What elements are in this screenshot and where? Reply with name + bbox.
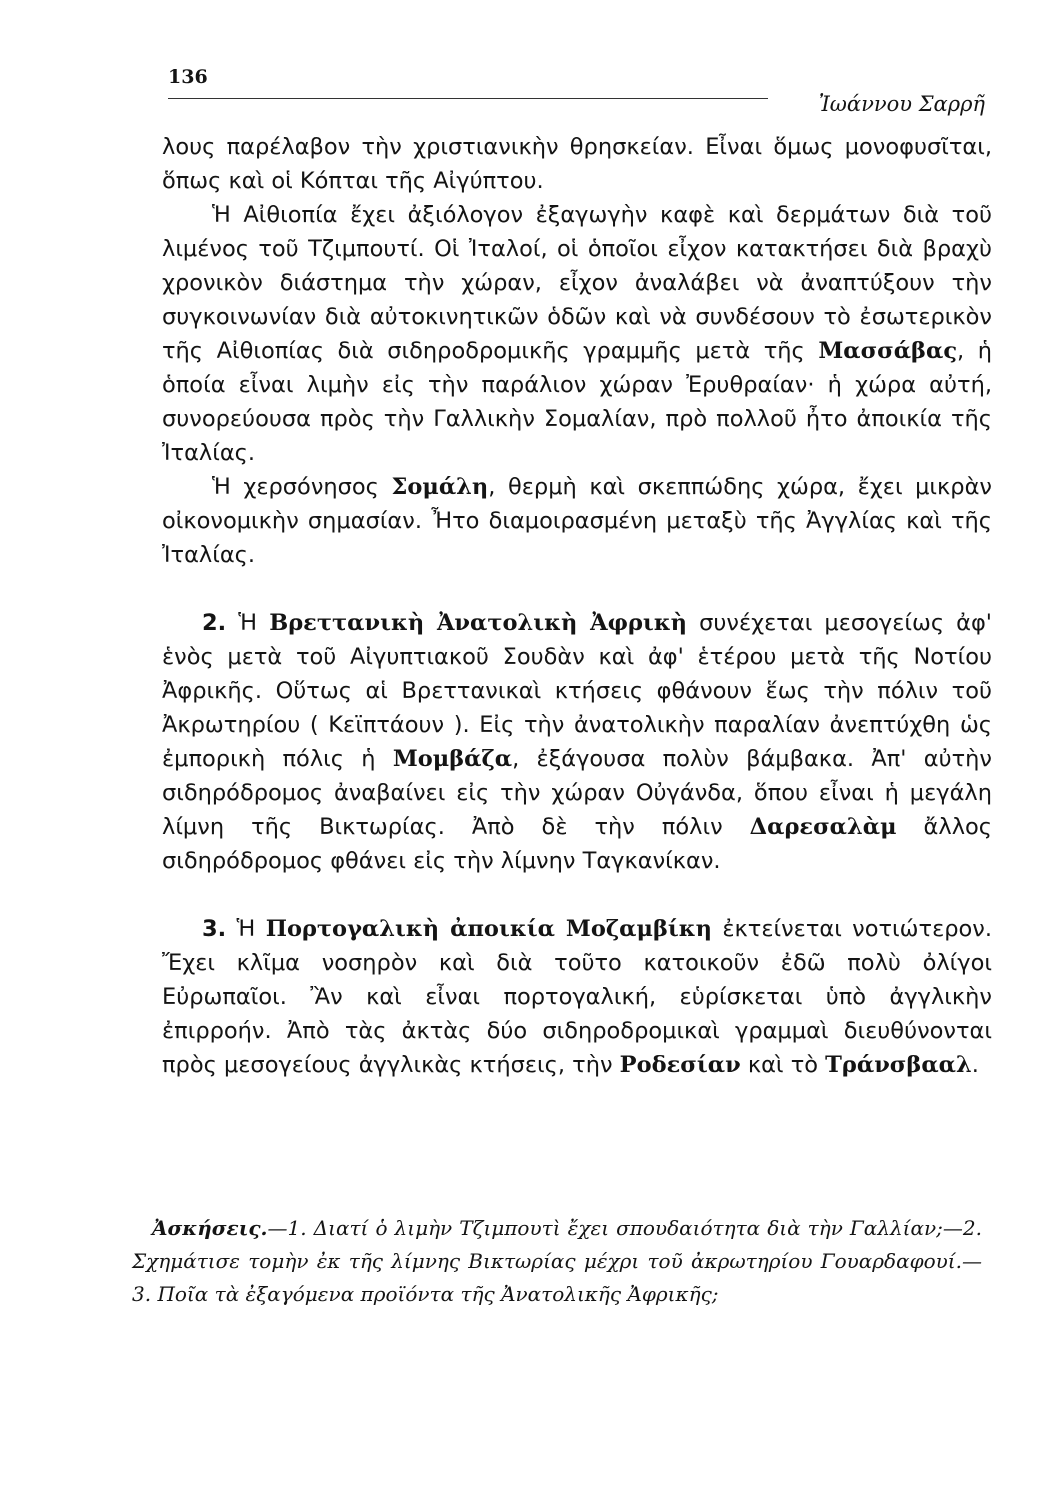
section-2-paragraph xyxy=(162,606,992,878)
place-name: Σομάλη xyxy=(391,474,489,500)
section-heading: Βρεττανικὴ Ἀνατολικὴ Ἀφρικὴ xyxy=(269,610,688,636)
text-run: ἐκτείνεται νοτιώτερον. Ἔχει κλῖμα νοσηρὸν καὶ διὰ τοῦτο κατοικοῦν ἐδῶ πολὺ ὀλίγοι Εὐρωπαῖοι. Ἂν καὶ εἶναι πορτογαλική, εὑρίσκεται ὑπὸ ἀγγλικὴν ἐπιρροήν. Ἀπὸ τὰς ἀκτὰς δύο σιδηροδρομικαὶ γραμμαὶ διευθύνονται πρὸς μεσογείους ἀγγλικὰς κτήσεις, τὴν xyxy=(162,916,992,1078)
place-name: Μομβάζα xyxy=(392,746,513,772)
text-run: συνέχεται μεσογείως ἀφ' ἑνὸς μετὰ τοῦ Αἰγυπτιακοῦ Σουδὰν καὶ ἀφ' ἑτέρου μετὰ τῆς Νοτίου Ἀφρικῆς. Οὕτως αἱ Βρεττανικαὶ κτήσεις φθάνουν ἕως τὴν πόλιν τοῦ Ἀκρωτηρίου ( Κεϊπτάουν ). Εἰς τὴν ἀνατολικὴν παραλίαν ἀνεπτύχθη ὡς ἐμπορικὴ πόλις ἡ xyxy=(162,610,992,772)
place-name: Τράνσβααλ xyxy=(825,1052,972,1078)
text-run: , θερμὴ καὶ σκεππώδης χώρα, ἔχει μικρὰν οἰκονομικὴν σημασίαν. Ἦτο διαμοιρασμένη μεταξὺ τῆς Ἀγγλίας καὶ τῆς Ἰταλίας. xyxy=(162,474,992,568)
body-text xyxy=(162,130,992,1082)
exercises-text: —1. Διατί ὁ λιμὴν Τζιμπουτὶ ἔχει σπουδαιότητα διὰ τὴν Γαλλίαν;—2. Σχημάτισε τομὴν ἐκ τῆς λίμνης Βικτωρίας μέχρι τοῦ ἀκρωτηρίου Γουαρδαφουί.—3. Ποῖα τὰ ἐξαγόμενα προϊόντα τῆς Ἀνατολικῆς Ἀφρικῆς; xyxy=(132,1216,982,1306)
exercises-block xyxy=(132,1212,982,1311)
text-run: ἄλλος σιδηρόδρομος φθάνει εἰς τὴν λίμνην Ταγκανίκαν. xyxy=(162,814,992,874)
section-3-paragraph xyxy=(162,912,992,1082)
text-run: Ἡ Αἰθιοπία ἔχει ἀξιόλογον ἐξαγωγὴν καφὲ καὶ δερμάτων διὰ τοῦ λιμένος τοῦ Τζιμπουτί. Οἱ Ἰταλοί, οἱ ὁποῖοι εἶχον κατακτήσει διὰ βραχὺ χρονικὸν διάστημα τὴν χώραν, εἶχον ἀναλάβει νὰ ἀναπτύξουν τὴν συγκοινωνίαν διὰ αὐτοκινητικῶν ὁδῶν καὶ νὰ συνδέσουν τὸ ἐσωτερικὸν τῆς Αἰθιοπίας διὰ σιδηροδρομικῆς γραμμῆς μετὰ τῆς xyxy=(162,202,992,364)
text-run: καὶ τὸ xyxy=(740,1052,826,1078)
text-run: . xyxy=(971,1052,979,1078)
section-number: 3. xyxy=(202,916,227,942)
header-rule xyxy=(168,98,768,99)
paragraph-somali xyxy=(162,470,992,572)
text-run: , ἡ ὁποία εἶναι λιμὴν εἰς τὴν παράλιον χώραν Ἐρυθραίαν· ἡ χώρα αὐτή, συνορεύουσα πρὸς τὴν Γαλλικὴν Σομαλίαν, πρὸ πολλοῦ ἦτο ἀποικία τῆς Ἰταλίας. xyxy=(162,338,992,466)
text-run: Ἡ χερσόνησος xyxy=(212,474,392,500)
section-heading: Πορτογαλικὴ ἀποικία Μοζαμβίκη xyxy=(265,916,713,942)
text-run: , ἐξάγουσα πολὺν βάμβακα. Ἀπ' αὐτὴν σιδηρόδρομος ἀναβαίνει εἰς τὴν χώραν Οὐγάνδα, ὅπου εἶναι ἡ μεγάλη λίμνη τῆς Βικτωρίας. Ἀπὸ δὲ τὴν πόλιν xyxy=(162,746,992,840)
text-run: Ἡ xyxy=(226,610,270,636)
section-number: 2. xyxy=(202,610,227,636)
page-number: 136 xyxy=(168,66,208,88)
text-run: Ἡ xyxy=(226,916,266,942)
place-name: Μασσάβας xyxy=(818,338,958,364)
place-name: Δαρεσαλὰμ xyxy=(749,814,897,840)
exercises-title: Ἀσκήσεις. xyxy=(152,1216,268,1240)
paragraph-1: λους παρέλαβον τὴν χριστιανικὴν θρησκείαν. Εἶναι ὅμως μονοφυσῖται, ὅπως καὶ οἱ Κόπται τῆς Αἰγύπτου. xyxy=(162,134,992,194)
paragraph-ethiopia xyxy=(162,198,992,470)
place-name: Ροδεσίαν xyxy=(619,1052,741,1078)
running-title: Ἰωάννου Σαρρῆ xyxy=(818,92,985,116)
